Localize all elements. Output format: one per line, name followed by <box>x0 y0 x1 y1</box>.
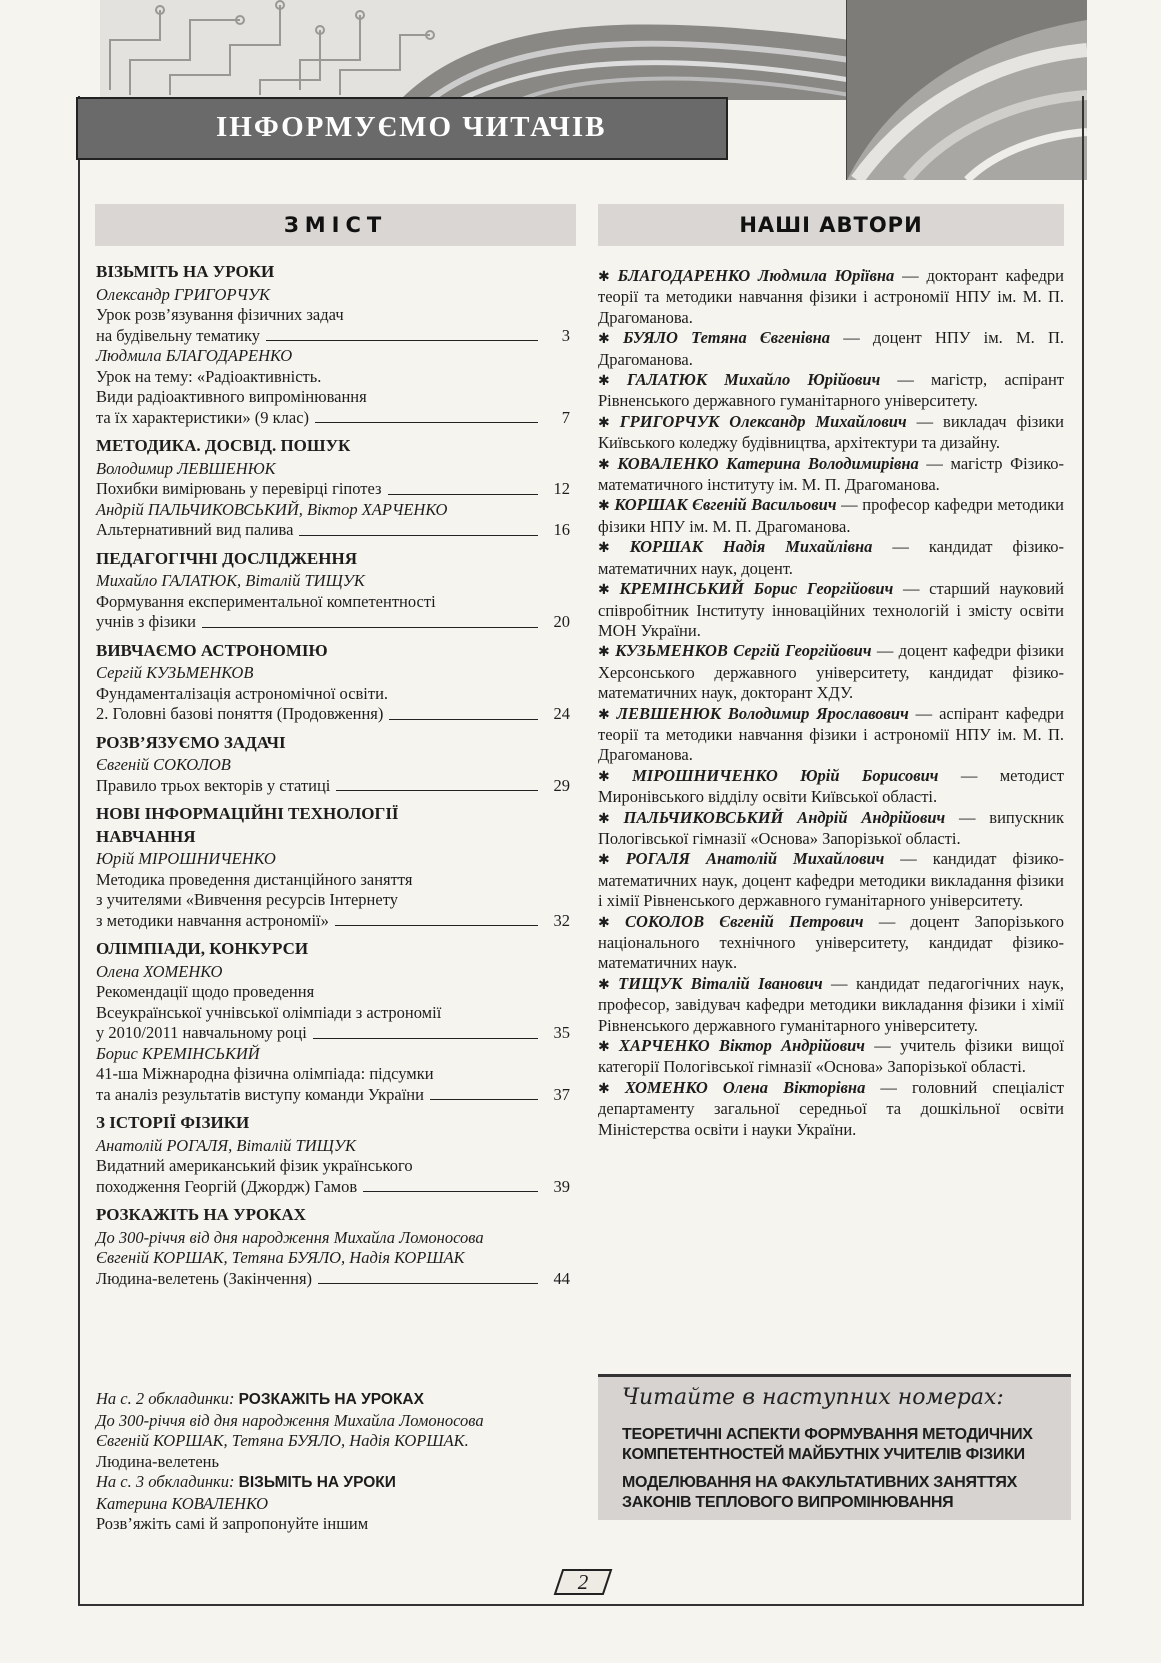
author-name: ХОМЕНКО Олена Вікторівна <box>624 1077 866 1097</box>
author-description: — доцент Запорізького національного технічного університету, кандидат фізико-математичних наук. <box>598 911 1064 973</box>
toc-entry-title-line[interactable]: 2. Головні базові поняття (Продовження) <box>96 704 384 723</box>
author-entry <box>598 1078 1064 1140</box>
toc-entry-author: Олена ХОМЕНКО <box>96 961 223 981</box>
cover2-authors: Євгеній КОРШАК, Тетяна БУЯЛО, Надія КОРШАК. <box>96 1431 469 1450</box>
toc-section-title[interactable]: НОВІ ІНФОРМАЦІЙНІ ТЕХНОЛОГІЇ <box>96 804 399 823</box>
toc-entry-row[interactable] <box>96 704 570 725</box>
toc-page-number: 20 <box>553 612 570 631</box>
author-description: — магістр Фізико-математичного інституту ім. М. П. Драгоманова. <box>598 453 1064 495</box>
toc-entry-row[interactable] <box>96 408 570 429</box>
toc-entry-author: Борис КРЕМІНСЬКИЙ <box>96 1043 260 1063</box>
author-entry <box>598 912 1064 974</box>
author-name: РОГАЛЯ Анатолій Михайлович <box>625 849 885 869</box>
author-description: — випускник Пологівської гімназії «Основа» Запорізької області. <box>598 807 1065 848</box>
toc-entry-row[interactable] <box>96 326 570 347</box>
leader-rule <box>363 1191 538 1192</box>
toc-page-number: 3 <box>561 325 570 345</box>
asterisk-icon: ✱ <box>598 540 610 557</box>
asterisk-icon: ✱ <box>598 976 610 993</box>
leader-rule <box>299 535 538 536</box>
asterisk-icon: ✱ <box>598 810 610 827</box>
author-description: — доцент НПУ ім. М. П. Драгоманова. <box>598 328 1065 369</box>
toc-entry-title-line[interactable]: Формування експериментальної компетентності <box>96 591 436 611</box>
next-issue-box <box>598 1374 1071 1520</box>
cover2-label: На с. 2 обкладинки: <box>96 1389 235 1408</box>
asterisk-icon: ✱ <box>598 914 610 931</box>
next-issue-item: ТЕОРЕТИЧНІ АСПЕКТИ ФОРМУВАННЯ МЕТОДИЧНИХ КОМПЕТЕНТНОСТЕЙ МАЙБУТНІХ УЧИТЕЛІВ ФІЗИКИ <box>622 1426 1033 1463</box>
toc-entry-author: Євгеній СОКОЛОВ <box>96 755 231 774</box>
toc-entry-title-line[interactable]: Види радіоактивного випромінювання <box>96 387 367 406</box>
toc-page-number: 12 <box>553 479 570 498</box>
asterisk-icon: ✱ <box>598 644 610 661</box>
page-number <box>553 1568 613 1596</box>
toc-page-number: 32 <box>553 910 570 930</box>
author-entry <box>598 370 1064 412</box>
toc-entry-title-line[interactable]: з методики навчання астрономії» <box>96 910 329 930</box>
toc-section-title[interactable]: ОЛІМПІАДИ, КОНКУРСИ <box>96 939 309 958</box>
author-name: КРЕМІНСЬКИЙ Борис Георгійович <box>619 579 894 599</box>
leader-rule <box>389 719 538 720</box>
toc-page-number: 37 <box>553 1084 570 1104</box>
toc-section-title[interactable]: РОЗКАЖІТЬ НА УРОКАХ <box>96 1205 306 1224</box>
cover2-article[interactable]: Людина-велетень <box>96 1451 220 1471</box>
toc-page-number: 16 <box>553 520 570 539</box>
author-description: — старший науковий співробітник Інституту інноваційних технологій і змісту освіти МОН України. <box>598 579 1065 640</box>
author-description: — викладач фізики Київського коледжу будівництва, архітектури та дизайну. <box>598 411 1064 453</box>
author-name: МІРОШНИЧЕНКО Юрій Борисович <box>632 765 939 785</box>
author-entry <box>598 641 1064 703</box>
cover3-label: На с. 3 обкладинки: <box>96 1472 235 1491</box>
toc-section-title[interactable]: ВІЗЬМІТЬ НА УРОКИ <box>96 262 275 281</box>
asterisk-icon: ✱ <box>598 852 610 869</box>
author-name: ЛЕВШЕНЮК Володимир Ярославович <box>616 703 909 723</box>
toc-entry-title-line[interactable]: та аналіз результатів виступу команди України <box>96 1084 424 1104</box>
author-description: — професор кафедри методики фізики НПУ ім. М. П. Драгоманова. <box>598 495 1065 536</box>
leader-rule <box>335 925 538 926</box>
authors-heading: НАШІ АВТОРИ <box>598 204 1064 246</box>
toc-entry-author: Сергій КУЗЬМЕНКОВ <box>96 663 254 682</box>
cover3-author: Катерина КОВАЛЕНКО <box>96 1493 269 1513</box>
toc-entry-row[interactable] <box>96 1023 570 1044</box>
toc-entry-title-line[interactable]: Всеукраїнської учнівської олімпіади з астрономії <box>96 1002 442 1022</box>
next-issue-heading: Читайте в наступних номерах: <box>622 1385 1004 1410</box>
author-entry <box>598 704 1064 766</box>
author-description: — кандидат фізико-математичних наук, доцент кафедри методики викладання фізики і хімії Рівненського державного гуманітарного університету. <box>598 849 1065 911</box>
toc-page-number: 39 <box>553 1176 570 1196</box>
toc-entry-row[interactable] <box>96 776 570 797</box>
asterisk-icon: ✱ <box>598 331 610 348</box>
toc-section-title[interactable]: ПЕДАГОГІЧНІ ДОСЛІДЖЕННЯ <box>96 548 357 568</box>
cover3-article[interactable]: Розв’яжіть самі й запропонуйте іншим <box>96 1514 369 1533</box>
toc-entry-author: Андрій ПАЛЬЧИКОВСЬКИЙ, Віктор ХАРЧЕНКО <box>96 499 448 519</box>
author-name: КОРШАК Євгеній Васильович <box>614 495 837 515</box>
toc-entry-row[interactable] <box>96 520 570 541</box>
author-description: — аспірант кафедри теорії та методики навчання фізики і астрономії НПУ ім. М. П. Драгоманова. <box>598 703 1064 765</box>
author-entry <box>598 808 1064 850</box>
leader-rule <box>318 1283 538 1284</box>
toc-entry-row[interactable] <box>96 911 570 932</box>
toc-entry-author: Євгеній КОРШАК, Тетяна БУЯЛО, Надія КОРШАК <box>96 1248 465 1267</box>
author-description: — учитель фізики вищої категорії Пологівської гімназії «Основа» Запорізької області. <box>598 1036 1064 1077</box>
author-name: ГРИГОРЧУК Олександр Михайлович <box>619 411 907 431</box>
toc-page-number: 35 <box>553 1023 570 1042</box>
cover2-section[interactable]: РОЗКАЖІТЬ НА УРОКАХ <box>238 1391 424 1408</box>
leader-rule <box>315 422 538 423</box>
author-name: БЛАГОДАРЕНКО Людмила Юріївна <box>617 266 895 285</box>
author-entry <box>598 974 1064 1036</box>
toc-page-number: 44 <box>553 1268 570 1288</box>
cover-notes <box>96 1389 570 1535</box>
author-name: ХАРЧЕНКО Віктор Андрійович <box>619 1036 865 1056</box>
toc-section-title[interactable]: НАВЧАННЯ <box>96 826 196 846</box>
author-entry <box>598 579 1064 641</box>
author-entry <box>598 454 1064 496</box>
toc-entry-title-line[interactable]: на будівельну тематику <box>96 325 261 345</box>
toc-entry-row[interactable] <box>96 612 570 633</box>
toc-entry-row[interactable] <box>96 1269 570 1290</box>
author-entry <box>598 328 1064 370</box>
asterisk-icon: ✱ <box>598 706 610 723</box>
next-issue-item: МОДЕЛЮВАННЯ НА ФАКУЛЬТАТИВНИХ ЗАНЯТТЯХ ЗАКОНІВ ТЕПЛОВОГО ВИПРОМІНЮВАННЯ <box>622 1474 1017 1511</box>
asterisk-icon: ✱ <box>598 1080 610 1097</box>
asterisk-icon: ✱ <box>598 456 610 473</box>
table-of-contents <box>96 262 570 1289</box>
toc-page-number: 24 <box>553 704 570 723</box>
toc-entry-title-line[interactable]: Урок на тему: «Радіоактивність. <box>96 366 322 386</box>
toc-entry-title-line[interactable]: 41-ша Міжнародна фізична олімпіада: підсумки <box>96 1064 434 1083</box>
author-entry <box>598 537 1064 579</box>
asterisk-icon: ✱ <box>598 1039 610 1056</box>
toc-page-number: 7 <box>561 407 570 427</box>
author-name: БУЯЛО Тетяна Євгенівна <box>622 328 831 348</box>
toc-entry-row[interactable] <box>96 1085 570 1106</box>
leader-rule <box>313 1038 538 1039</box>
author-name: ТИЩУК Віталій Іванович <box>618 973 823 993</box>
author-entry <box>598 412 1064 454</box>
toc-entry-author: До 300-річчя від дня народження Михайла Ломоносова <box>96 1227 484 1247</box>
toc-section-title[interactable]: РОЗВ’ЯЗУЄМО ЗАДАЧІ <box>96 732 286 752</box>
asterisk-icon: ✱ <box>598 582 610 599</box>
header-artwork <box>100 0 850 100</box>
author-name: СОКОЛОВ Євгеній Петрович <box>624 911 864 931</box>
author-description: — кандидат фізико-математичних наук, доцент. <box>598 537 1064 578</box>
toc-entry-title-line[interactable]: Правило трьох векторів у статиці <box>96 775 331 795</box>
leader-rule <box>336 790 538 791</box>
author-entry <box>598 495 1064 537</box>
author-entry <box>598 849 1064 911</box>
author-name: ПАЛЬЧИКОВСЬКИЙ Андрій Андрійович <box>623 807 946 827</box>
author-entry <box>598 766 1064 808</box>
toc-entry-row[interactable] <box>96 479 570 500</box>
toc-section-title[interactable]: МЕТОДИКА. ДОСВІД. ПОШУК <box>96 436 351 455</box>
toc-entry-author: Анатолій РОГАЛЯ, Віталій ТИЩУК <box>96 1135 356 1155</box>
banner-title: ІНФОРМУЄМО ЧИТАЧІВ <box>216 111 607 143</box>
asterisk-icon: ✱ <box>598 414 610 431</box>
author-description: — головний спеціаліст департаменту загальної середньої та дошкільної освіти Міністерства освіти і науки України. <box>598 1077 1065 1139</box>
contents-heading: ЗМІСТ <box>95 204 576 246</box>
author-name: ГАЛАТЮК Михайло Юрійович <box>626 370 881 390</box>
toc-page-number: 29 <box>553 775 570 795</box>
author-name: КУЗЬМЕНКОВ Сергій Георгійович <box>615 641 872 661</box>
author-description: — доцент кафедри фізики Херсонського державного університету, кандидат фізико-математичних наук, докторант ХДУ. <box>598 641 1065 703</box>
header-banner <box>76 97 728 160</box>
toc-entry-row[interactable] <box>96 1177 570 1198</box>
toc-entry-author: Олександр ГРИГОРЧУК <box>96 284 270 304</box>
leader-rule <box>430 1099 538 1100</box>
authors-list <box>598 266 1064 1140</box>
author-entry <box>598 1036 1064 1078</box>
author-description: — магістр, аспірант Рівненського державного гуманітарного університету. <box>598 370 1065 411</box>
toc-section-title[interactable]: З ІСТОРІЇ ФІЗИКИ <box>96 1113 250 1132</box>
author-entry <box>598 266 1064 328</box>
toc-entry-title-line[interactable]: Похибки вимірювань у перевірці гіпотез <box>96 479 382 498</box>
author-description: — кандидат педагогічних наук, професор, завідувач кафедри методики викладання фізики і хімії Рівненського державного гуманітарного університету. <box>598 973 1064 1035</box>
toc-entry-author: Юрій МІРОШНИЧЕНКО <box>96 849 276 868</box>
author-name: КОРШАК Надія Михайлівна <box>629 537 873 557</box>
asterisk-icon: ✱ <box>598 269 610 285</box>
toc-entry-title-line[interactable]: Людина-велетень (Закінчення) <box>96 1268 313 1288</box>
leader-rule <box>202 627 538 628</box>
toc-entry-title-line[interactable]: Рекомендації щодо проведення <box>96 982 315 1001</box>
cover3-section[interactable]: ВІЗЬМІТЬ НА УРОКИ <box>238 1474 396 1491</box>
asterisk-icon: ✱ <box>598 373 610 390</box>
toc-entry-title-line[interactable]: Методика проведення дистанційного заняття <box>96 869 413 889</box>
asterisk-icon: ✱ <box>598 498 610 515</box>
toc-entry-title-line[interactable]: Урок розв’язування фізичних задач <box>96 305 344 324</box>
toc-entry-title-line[interactable]: походження Георгій (Джордж) Гамов <box>96 1176 358 1196</box>
cover2-subtitle: До 300-річчя від дня народження Михайла Ломоносова <box>96 1410 484 1430</box>
author-name: КОВАЛЕНКО Катерина Володимирівна <box>617 453 919 473</box>
toc-entry-title-line[interactable]: Альтернативний вид палива <box>96 520 294 539</box>
toc-entry-title-line[interactable]: з учителями «Вивчення ресурсів Інтернету <box>96 890 398 909</box>
toc-entry-title-line[interactable]: та їх характеристики» (9 клас) <box>96 407 310 427</box>
toc-entry-author: Людмила БЛАГОДАРЕНКО <box>96 346 293 365</box>
page-number-text: 2 <box>577 1570 589 1594</box>
toc-entry-title-line[interactable]: Видатний американський фізик українського <box>96 1156 413 1175</box>
toc-entry-title-line[interactable]: у 2010/2011 навчальному році <box>96 1023 307 1042</box>
toc-entry-title-line[interactable]: Фундаменталізація астрономічної освіти. <box>96 683 389 703</box>
leader-rule <box>388 494 538 495</box>
asterisk-icon: ✱ <box>598 768 610 785</box>
author-description: — докторант кафедри теорії та методики навчання фізики і астрономії НПУ ім. М. П. Драгоманова. <box>598 266 1064 327</box>
author-description: — методист Миронівського відділу освіти Київської області. <box>598 765 1064 807</box>
toc-entry-author: Володимир ЛЕВШЕНЮК <box>96 458 276 478</box>
toc-section-title[interactable]: ВИВЧАЄМО АСТРОНОМІЮ <box>96 640 328 660</box>
toc-entry-title-line[interactable]: учнів з фізики <box>96 612 196 631</box>
toc-entry-author: Михайло ГАЛАТЮК, Віталій ТИЩУК <box>96 571 365 590</box>
leader-rule <box>266 340 538 341</box>
circuit-artwork-icon <box>100 0 850 100</box>
